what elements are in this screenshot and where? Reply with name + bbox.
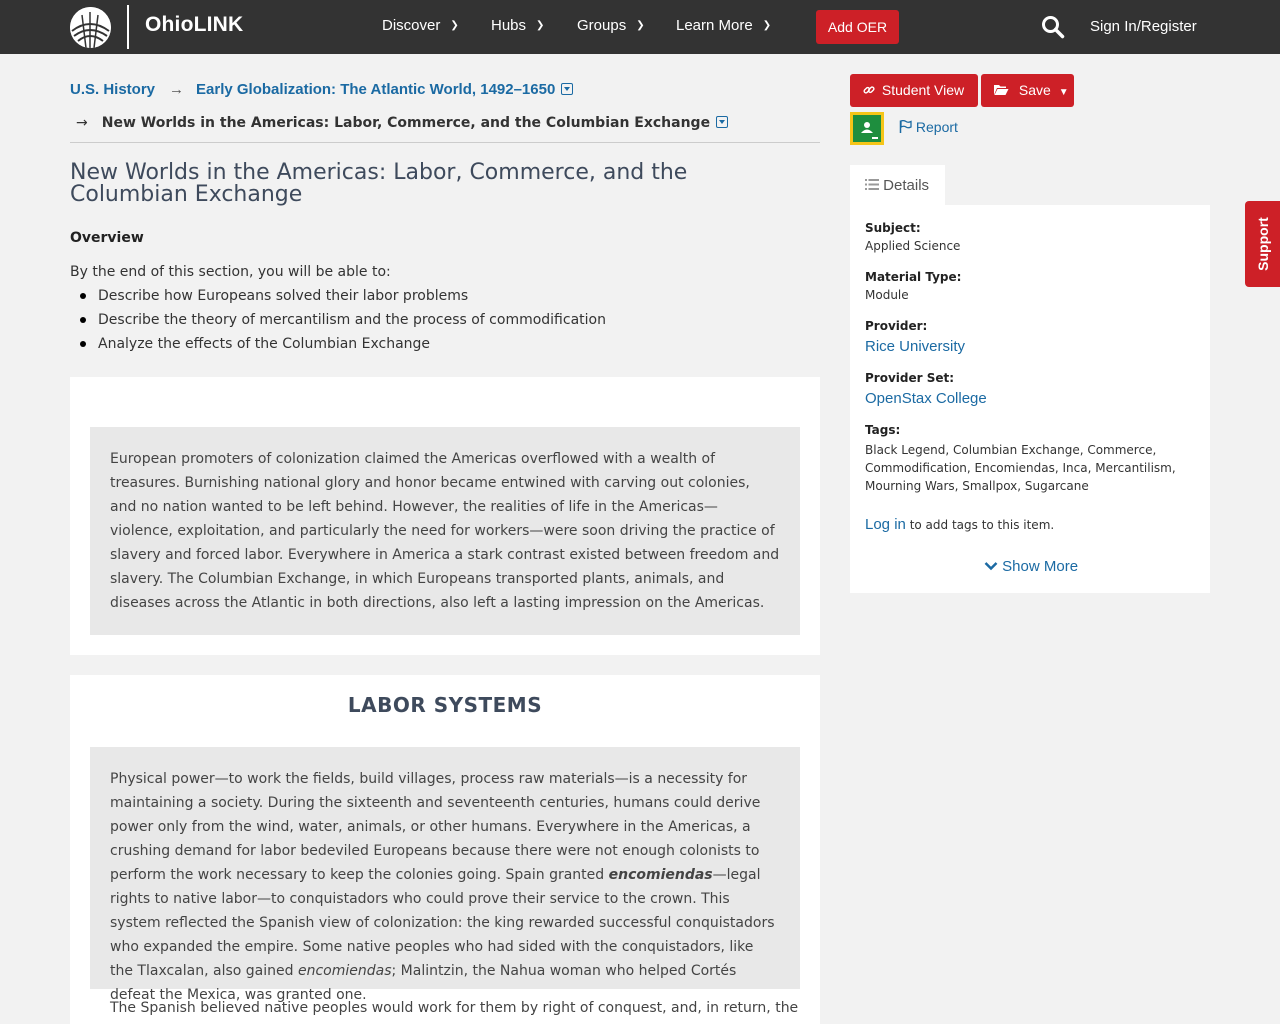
subject-label: Subject:: [865, 221, 921, 235]
chevron-down-icon: [984, 558, 1002, 575]
top-navbar: [0, 0, 1280, 54]
show-more-label: Show More: [1002, 558, 1079, 575]
tab-details-label: Details: [883, 177, 930, 194]
add-oer-button[interactable]: Add OER: [816, 10, 899, 44]
report-link[interactable]: [899, 119, 958, 135]
nav-groups-label: Groups: [577, 17, 627, 34]
intro-panel: [70, 377, 820, 655]
tab-details[interactable]: [850, 165, 945, 205]
overview-heading: Overview: [70, 230, 144, 246]
login-link[interactable]: Log in: [865, 516, 906, 533]
caret-down-icon: ▼: [1058, 87, 1069, 98]
provider-label: Provider:: [865, 319, 928, 333]
tags-label: Tags:: [865, 423, 901, 437]
breadcrumb: [70, 81, 573, 98]
chevron-down-icon: ❯: [536, 20, 545, 31]
folder-open-icon: [993, 82, 1013, 98]
list-item: Describe how Europeans solved their labor problems: [98, 288, 606, 312]
page-title: New Worlds in the Americas: Labor, Commerce, and the Columbian Exchange: [70, 160, 688, 207]
dropdown-square-icon[interactable]: [561, 83, 573, 95]
nav-hubs[interactable]: [491, 17, 544, 34]
google-classroom-button[interactable]: [850, 112, 884, 145]
sign-in-register-link[interactable]: Sign In/Register: [1090, 18, 1197, 35]
nav-hubs-label: Hubs: [491, 17, 527, 34]
save-label: Save: [1018, 82, 1051, 98]
details-card: [850, 205, 1210, 593]
login-rest-text: to add tags to this item.: [905, 518, 1055, 532]
breadcrumb-course-link[interactable]: U.S. History: [70, 81, 156, 98]
support-label: Support: [1254, 217, 1271, 271]
report-label: Report: [915, 119, 958, 135]
student-view-button[interactable]: [850, 74, 978, 107]
breadcrumb-current-label: New Worlds in the Americas: Labor, Commerce, and the Columbian Exchange: [101, 115, 711, 131]
intro-paragraph: European promoters of colonization claimed the Americas overflowed with a wealth of treasures. Burnishing national glory and honor became entwined with carving out colonies, and no nation wanted to be left behind. However, the realities of life in the Americas—violence, exploitation, and particularly the need for workers—were soon driving the practice of slavery and forced labor. Everywhere in America a stark contrast existed between freedom and slavery. The Columbian Exchange, in which Europeans transported plants, animals, and diseases across the Atlantic in both directions, also left a lasting impression on the Americas.: [110, 451, 780, 611]
labor-paragraph: [110, 767, 780, 1007]
student-view-label: Student View: [881, 82, 965, 98]
encomiendas-term: encomiendas: [297, 963, 392, 979]
list-icon: [865, 177, 883, 194]
provider-set-label: Provider Set:: [865, 371, 955, 385]
labor-callout: [90, 747, 800, 1003]
provider-set-link[interactable]: OpenStax College: [865, 390, 987, 407]
labor-text-part: Physical power—to work the fields, build villages, process raw materials—is a necessity for maintaining a society. During the sixteenth and seventeenth centuries, humans could derive power only from the wind, water, animals, or other humans. Everywhere in the Americas, a crushing demand for labor bedeviled Europeans because there were not enough colonists to perform the work necessary to keep the colonies going. Spain granted: [110, 771, 761, 883]
nav-learn-more[interactable]: [676, 17, 771, 34]
support-tab[interactable]: [1245, 201, 1280, 287]
nav-discover[interactable]: [382, 17, 459, 34]
objectives-list: [98, 288, 606, 360]
breadcrumb-separator: →: [169, 81, 185, 98]
breadcrumb-unit-link[interactable]: Early Globalization: The Atlantic World, 1492–1650: [196, 81, 556, 98]
list-item: Analyze the effects of the Columbian Exchange: [98, 336, 606, 360]
breadcrumb-separator: →: [76, 115, 88, 131]
list-item: Describe the theory of mercantilism and the process of commodification: [98, 312, 606, 336]
nav-groups[interactable]: [577, 17, 645, 34]
breadcrumb-current: [76, 115, 728, 131]
overview-intro: By the end of this section, you will be able to:: [70, 264, 391, 280]
labor-paragraph-2: The Spanish believed native peoples would work for them by right of conquest, and, in return, the: [110, 1000, 799, 1016]
intro-callout: [90, 427, 800, 635]
link-icon: [863, 82, 879, 98]
chevron-down-icon: ❯: [450, 20, 459, 31]
google-classroom-icon: [853, 115, 881, 142]
subject-value: Applied Science: [865, 239, 961, 253]
dropdown-square-icon[interactable]: [716, 116, 728, 128]
show-more-link[interactable]: [984, 558, 1078, 575]
chevron-down-icon: ❯: [762, 20, 772, 31]
section-heading: LABOR SYSTEMS: [347, 693, 543, 717]
ohiolink-logo-icon[interactable]: [70, 7, 111, 48]
labor-text-part: —legal rights to native labor—to conquistadors who could prove their service to the crown. This system reflected the Spanish view of colonization: the king rewarded successful conquistadors who expanded the empire. Some native peoples who had sided with the conquistadors, like the Tlaxcalan, also gained: [110, 867, 775, 979]
nav-learn-more-label: Learn More: [676, 17, 753, 34]
labor-text-part: ; Malintzin, the Nahua woman who helped Cortés defeat the Mexica, was granted one.: [110, 963, 737, 1003]
chevron-down-icon: ❯: [636, 20, 645, 31]
logo-text[interactable]: OhioLINK: [145, 13, 244, 36]
provider-link[interactable]: Rice University: [865, 338, 966, 355]
breadcrumb-divider: [70, 142, 820, 143]
login-to-tag: [865, 516, 1054, 533]
encomiendas-term: encomiendas: [608, 867, 713, 883]
tags-value: Black Legend, Columbian Exchange, Commerce, Commodification, Encomiendas, Inca, Mercantilism, Mourning Wars, Smallpox, Sugarcane: [865, 443, 1176, 493]
flag-icon: [899, 119, 916, 135]
logo-divider: [127, 5, 129, 49]
search-icon[interactable]: [1041, 15, 1065, 39]
material-type-label: Material Type:: [865, 270, 962, 284]
save-button[interactable]: [981, 74, 1074, 107]
nav-discover-label: Discover: [382, 17, 441, 34]
material-type-value: Module: [865, 288, 909, 302]
